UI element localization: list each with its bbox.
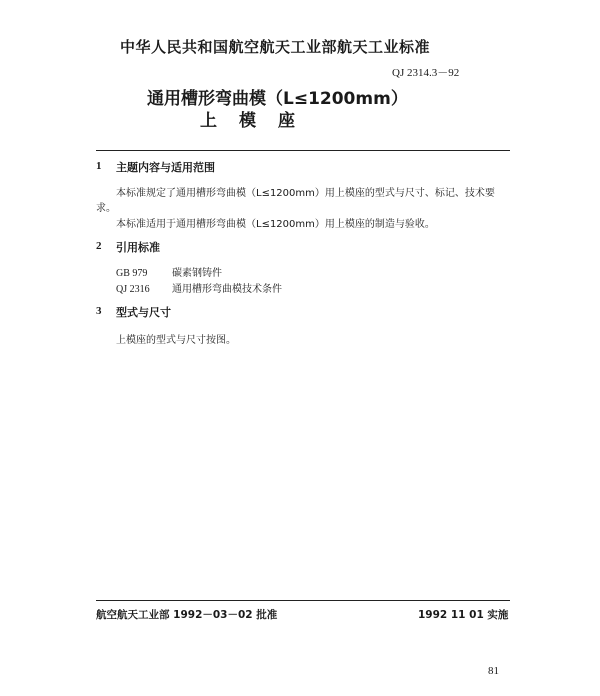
document-subtitle: [200, 106, 317, 131]
section-2-number: 2: [96, 240, 102, 252]
section-2-title: 引用标准: [116, 241, 160, 254]
section-1-number: 1: [96, 160, 102, 172]
section-1-paragraph-1-cont: 求。: [96, 203, 116, 214]
page-number: 81: [488, 665, 499, 677]
reference-name: 通用槽形弯曲模技术条件: [172, 284, 282, 295]
reference-name: 碳素钢铸件: [172, 268, 222, 279]
implementation-line: 1992 11 01 实施: [418, 609, 509, 621]
issuing-organization: 中华人民共和国航空航天工业部航天工业标准: [120, 38, 431, 56]
approval-line: 航空航天工业部 1992－03－02 批准: [96, 609, 278, 621]
subtitle-char: 模: [239, 111, 256, 131]
footer-divider: [96, 600, 510, 601]
section-1-paragraph-1: 本标准规定了通用槽形弯曲模（L≤1200mm）用上模座的型式与尺寸、标记、技术要: [116, 188, 495, 199]
document-title: 通用槽形弯曲模（L≤1200mm）: [147, 89, 408, 109]
header-divider: [96, 150, 510, 151]
standard-code: QJ 2314.3－92: [392, 67, 460, 79]
section-3-paragraph-1: 上模座的型式与尺寸按图。: [116, 335, 236, 346]
reference-code: QJ 2316: [116, 284, 150, 295]
reference-code: GB 979: [116, 268, 148, 279]
section-3-number: 3: [96, 305, 102, 317]
subtitle-char: 上: [200, 111, 217, 131]
reference-item: [116, 264, 222, 279]
subtitle-char: 座: [278, 111, 295, 131]
section-1-paragraph-2: 本标准适用于通用槽形弯曲模（L≤1200mm）用上模座的制造与验收。: [116, 219, 435, 230]
section-3-title: 型式与尺寸: [116, 306, 171, 319]
reference-item: [116, 280, 282, 295]
section-1-title: 主题内容与适用范围: [116, 161, 215, 174]
